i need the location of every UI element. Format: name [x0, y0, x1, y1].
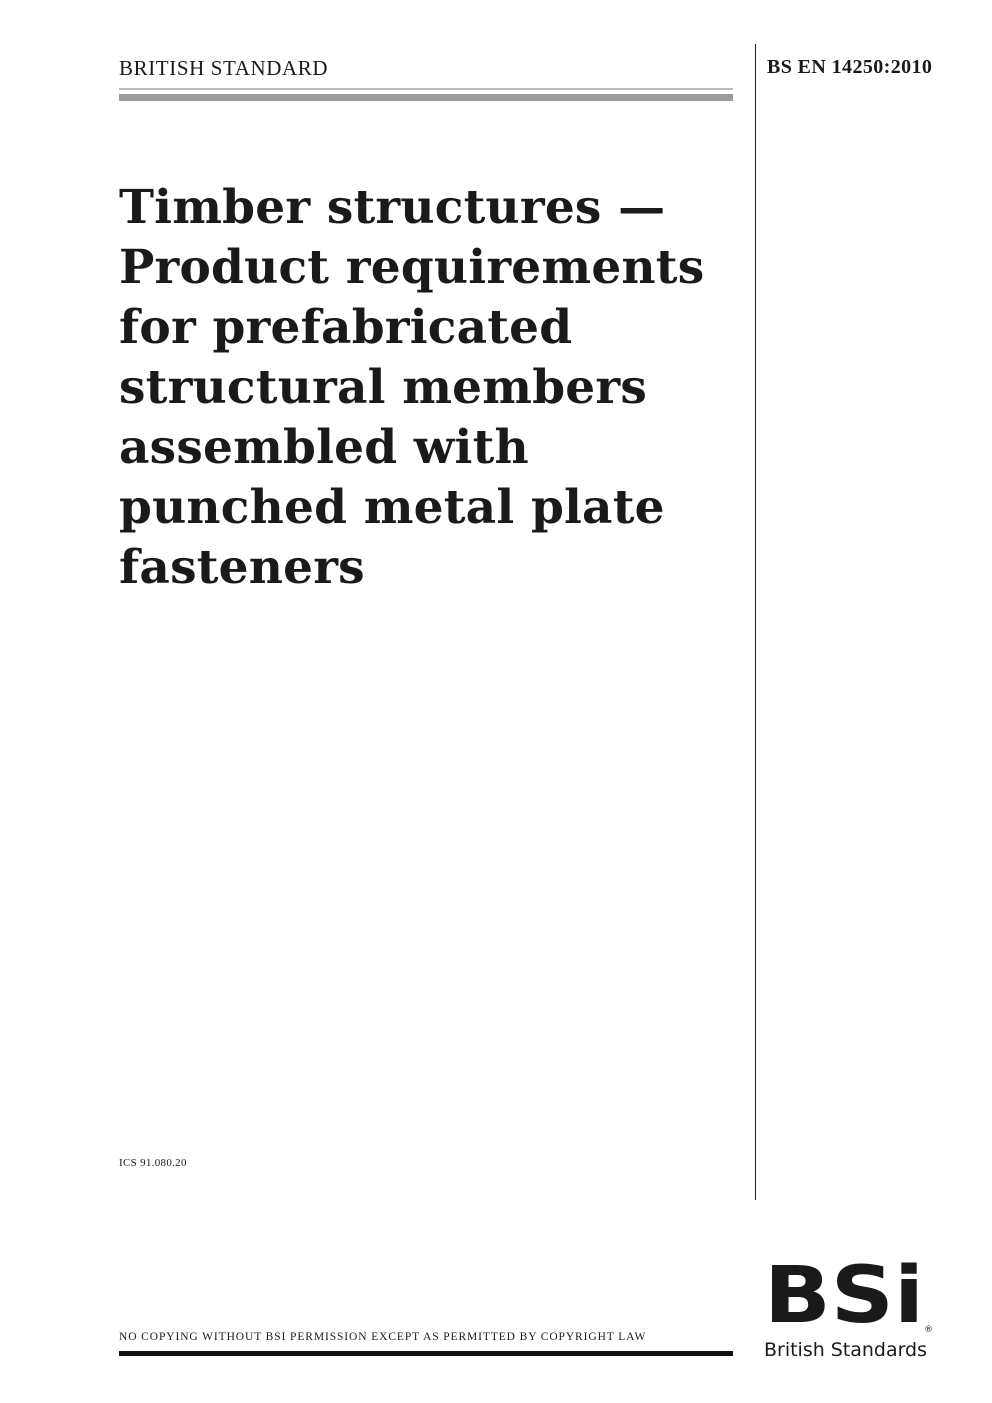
standard-type-label: BRITISH STANDARD [119, 56, 329, 80]
column-divider [755, 44, 756, 1200]
title-line: Timber structures — [119, 180, 666, 235]
title-line: punched metal plate [119, 480, 665, 535]
title-line: structural members [119, 360, 647, 415]
document-number: BS EN 14250:2010 [767, 56, 933, 78]
copyright-notice: NO COPYING WITHOUT BSI PERMISSION EXCEPT AS PERMITTED BY COPYRIGHT LAW [119, 1331, 647, 1343]
bsi-logo-mark: BSi [764, 1251, 924, 1341]
registered-mark: ® [924, 1325, 933, 1335]
bsi-logo [764, 1251, 933, 1362]
document-title [119, 178, 739, 598]
header-rule-thin [119, 88, 733, 90]
title-line: assembled with [119, 420, 529, 475]
title-line: fasteners [119, 540, 365, 595]
header-rule-thick [119, 94, 733, 101]
title-line: for prefabricated [119, 300, 573, 355]
footer-rule [119, 1351, 733, 1356]
ics-code: ICS 91.080.20 [119, 1157, 187, 1169]
title-line: Product requirements [119, 240, 705, 295]
bsi-tagline: British Standards [764, 1339, 927, 1361]
